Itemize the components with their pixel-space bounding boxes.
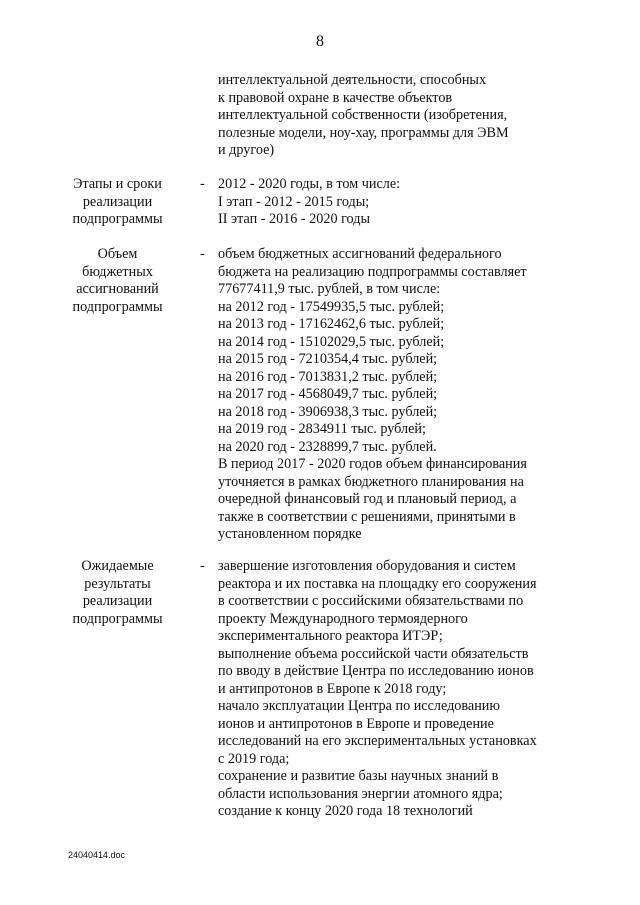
page-number: 8 <box>316 33 324 50</box>
text-line: на 2020 год - 2328899,7 тыс. рублей. <box>218 438 437 455</box>
text-line: II этап - 2016 - 2020 годы <box>218 211 370 227</box>
label-line: ассигнований <box>76 281 159 297</box>
text-line: начало эксплуатации Центра по исследованию <box>218 698 500 714</box>
label-line: реализации <box>82 593 153 609</box>
dash-separator: - <box>200 176 205 192</box>
label-line: бюджетных <box>82 263 153 280</box>
dash-separator: - <box>200 246 205 262</box>
text-line: интеллектуальной собственности (изобретения, <box>218 107 508 123</box>
text-line: и другое) <box>218 142 275 158</box>
text-line: завершение изготовления оборудования и систем <box>218 558 516 574</box>
text-line: очередной финансовый год и плановый период, а <box>218 491 517 507</box>
intro-text-continuation <box>218 72 618 160</box>
text-line: I этап - 2012 - 2015 годы; <box>218 193 370 210</box>
label-line: подпрограммы <box>72 211 163 227</box>
label-line: Объем <box>97 246 138 262</box>
text-line: ионов и антипротонов в Европе и проведение <box>218 715 494 732</box>
text-line: объем бюджетных ассигнований федерального <box>218 246 502 262</box>
text-line: сохранение и развитие базы научных знаний в <box>218 768 499 784</box>
text-line: 77677411,9 тыс. рублей, в том числе: <box>218 281 441 297</box>
text-line: проекту Международного термоядерного <box>218 610 468 627</box>
text-line: выполнение объема российской части обязательств <box>218 645 529 662</box>
text-line: с 2019 года; <box>218 750 290 767</box>
text-line: на 2018 год - 3906938,3 тыс. рублей; <box>218 403 438 420</box>
document-filename-footer: 24040414.doc <box>68 850 126 860</box>
section-label <box>40 176 195 229</box>
text-line: на 2014 год - 15102029,5 тыс. рублей; <box>218 333 445 350</box>
section-content <box>218 558 618 821</box>
section-label <box>40 246 195 316</box>
text-line: экспериментального реактора ИТЭР; <box>218 628 443 644</box>
text-line: на 2015 год - 7210354,4 тыс. рублей; <box>218 351 438 367</box>
text-line: на 2012 год - 17549935,5 тыс. рублей; <box>218 298 445 315</box>
text-line: и антипротонов в Европе к 2018 году; <box>218 680 447 697</box>
text-line: к правовой охране в качестве объектов <box>218 89 453 106</box>
text-line: создание к концу 2020 года 18 технологий <box>218 803 473 819</box>
text-line: В период 2017 - 2020 годов объем финансирования <box>218 456 527 472</box>
text-line: на 2016 год - 7013831,2 тыс. рублей; <box>218 368 438 385</box>
section-content <box>218 176 618 229</box>
label-line: подпрограммы <box>72 298 163 315</box>
text-line: в соответствии с российскими обязательствами по <box>218 593 524 609</box>
label-line: Ожидаемые <box>81 558 154 574</box>
text-line: области использования энергии атомного ядра; <box>218 785 503 802</box>
text-line: на 2019 год - 2834911 тыс. рублей; <box>218 421 426 437</box>
text-line: на 2017 год - 4568049,7 тыс. рублей; <box>218 386 438 402</box>
text-line: полезные модели, ноу-хау, программы для ЭВМ <box>218 124 509 141</box>
section-content <box>218 246 618 544</box>
dash-separator: - <box>200 558 205 574</box>
text-line: реактора и их поставка на площадку его сооружения <box>218 575 537 592</box>
text-line: бюджета на реализацию подпрограммы составляет <box>218 263 527 280</box>
label-line: подпрограммы <box>72 610 163 627</box>
text-line: 2012 - 2020 годы, в том числе: <box>218 176 401 192</box>
text-line: уточняется в рамках бюджетного планирования на <box>218 473 524 490</box>
text-line: также в соответствии с решениями, принятыми в <box>218 508 516 525</box>
label-line: Этапы и сроки <box>73 176 162 192</box>
text-line: по вводу в действие Центра по исследованию ионов <box>218 663 534 679</box>
text-line: интеллектуальной деятельности, способных <box>218 72 487 88</box>
label-line: результаты <box>84 575 151 592</box>
text-line: установленном порядке <box>218 526 362 542</box>
label-line: реализации <box>82 193 153 210</box>
text-line: на 2013 год - 17162462,6 тыс. рублей; <box>218 316 445 332</box>
text-line: исследований на его экспериментальных установках <box>218 733 537 749</box>
section-label <box>40 558 195 628</box>
